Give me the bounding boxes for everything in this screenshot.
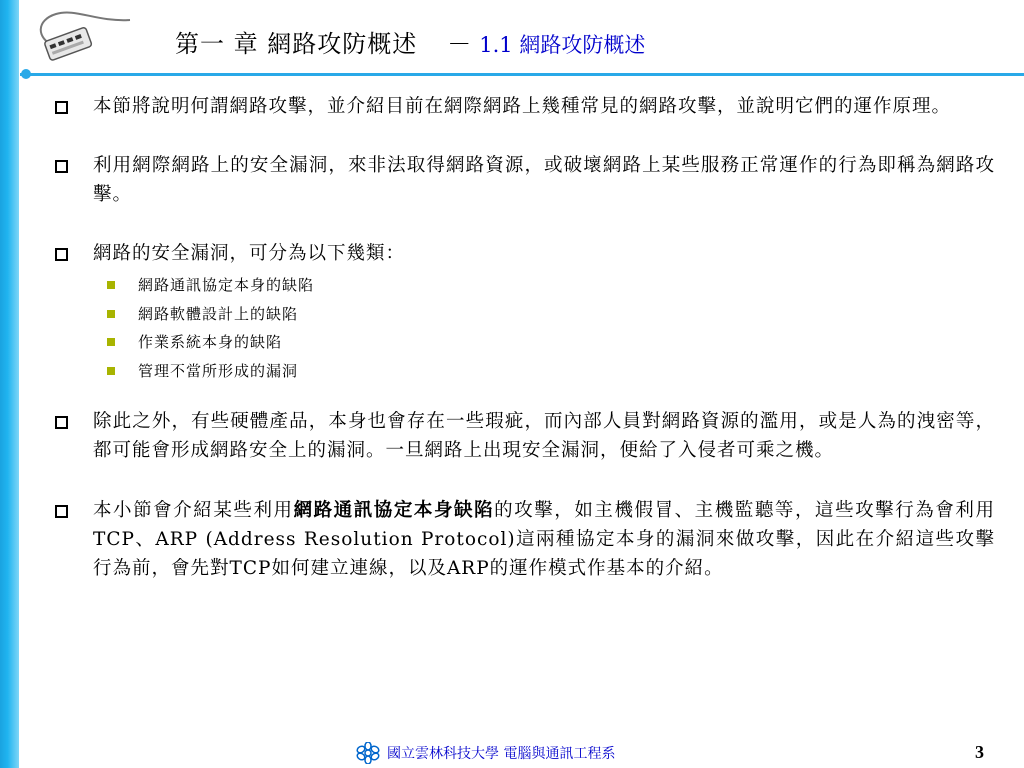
bullet-item <box>55 407 995 465</box>
bullet-text: 網路的安全漏洞，可分為以下幾類： <box>93 243 406 264</box>
filled-square-bullet-icon <box>107 310 115 318</box>
university-logo-icon <box>355 742 381 764</box>
vulnerability-sub-list <box>55 271 995 385</box>
bullet-text: 除此之外，有些硬體產品，本身也會存在一些瑕疵，而內部人員對網路資源的濫用，或是人為的洩密等，都可能會形成網路安全上的漏洞。一旦網路上出現安全漏洞，便給了入侵者可乘之機。 <box>93 411 995 461</box>
sub-item-text: 網路軟體設計上的缺陷 <box>138 304 299 323</box>
hollow-square-bullet-icon <box>55 505 68 518</box>
filled-square-bullet-icon <box>107 338 115 346</box>
slide-content <box>55 92 995 583</box>
bullet-item <box>55 151 995 209</box>
left-accent-bar <box>0 0 19 768</box>
hollow-square-bullet-icon <box>55 101 68 114</box>
bullet-item <box>55 496 995 583</box>
bullet-text: 本節將說明何謂網路攻擊，並介紹目前在網際網路上幾種常見的網路攻擊，並說明它們的運作原理。 <box>93 96 952 117</box>
footer <box>355 742 615 764</box>
institution-name: 國立雲林科技大學 <box>387 746 499 762</box>
sub-list-item <box>55 328 995 357</box>
bullet-text-bold: 網路通訊協定本身缺陷 <box>293 500 495 521</box>
department-name: 電腦與通訊工程系 <box>503 746 616 762</box>
sub-item-text: 作業系統本身的缺陷 <box>138 333 283 351</box>
filled-square-bullet-icon <box>107 281 115 289</box>
bullet-item <box>55 92 995 121</box>
bullet-text: 利用網際網路上的安全漏洞，來非法取得網路資源，或破壞網路上某些服務正常運作的行為即稱為網路攻擊。 <box>93 155 995 205</box>
hollow-square-bullet-icon <box>55 416 68 429</box>
sub-list-item <box>55 271 995 300</box>
header-divider <box>20 73 1024 76</box>
section-title: 1.1 網路攻防概述 <box>479 33 646 57</box>
bullet-text-after: 的攻擊，如主機假冒、主機監聽等，這些攻擊行為會利用TCP、ARP (Address Resolution Protocol)這兩種協定本身的漏洞來做攻擊，因此在介紹這些攻擊行為前，會先對TCP如何建立連線，以及ARP的運作模式作基本的介紹。 <box>93 500 995 579</box>
slide-title <box>175 28 645 61</box>
network-device-icon <box>26 8 136 72</box>
hollow-square-bullet-icon <box>55 160 68 173</box>
bullet-text-before: 本小節會介紹某些利用 <box>93 500 294 521</box>
bullet-item <box>55 239 995 268</box>
sub-item-text: 網路通訊協定本身的缺陷 <box>138 276 315 294</box>
hollow-square-bullet-icon <box>55 248 68 261</box>
sub-list-item <box>55 300 995 329</box>
sub-list-item <box>55 357 995 386</box>
chapter-title: 第一 章 網路攻防概述 <box>175 30 418 58</box>
filled-square-bullet-icon <box>107 367 115 375</box>
page-number: 3 <box>975 742 984 762</box>
title-separator: － <box>447 30 472 58</box>
sub-item-text: 管理不當所形成的漏洞 <box>138 361 299 380</box>
